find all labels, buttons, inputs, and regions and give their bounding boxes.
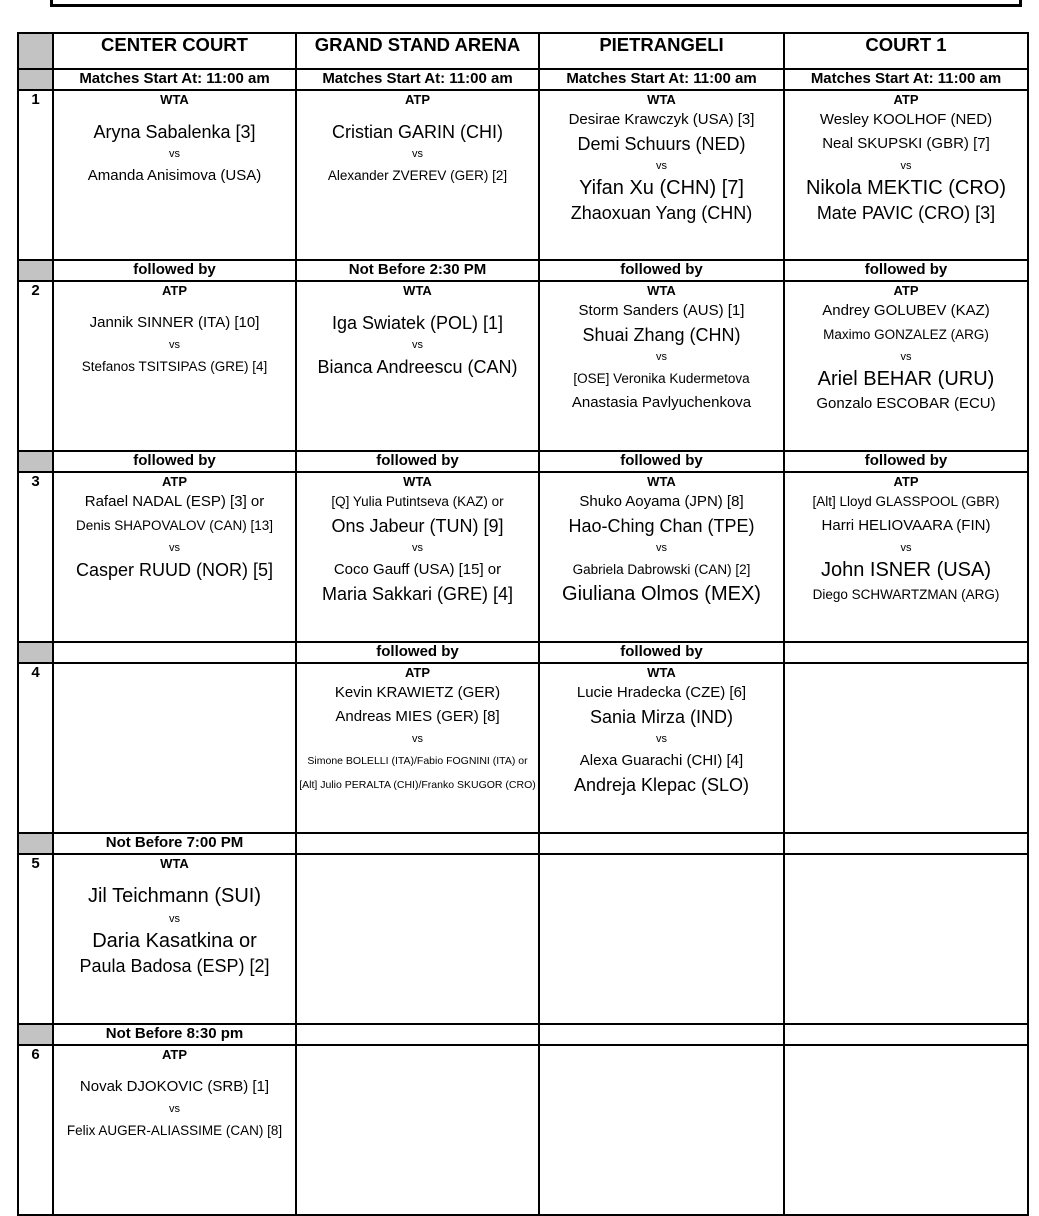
session-note: followed by [539,642,784,663]
court-header-row [18,33,1028,69]
vs-label: vs [169,913,180,925]
session-note: followed by [53,451,296,472]
followed-by-row [18,451,1028,472]
player-name: Rafael NADAL (ESP) [3] or [84,493,265,510]
player-name: John ISNER (USA) [820,559,992,581]
tour-label: ATP [893,92,919,107]
court-header: COURT 1 [784,33,1028,69]
session-note [784,1024,1028,1045]
match-cell [296,472,539,642]
spacer [297,299,538,311]
match-number: 5 [18,854,53,1024]
match-cell [784,854,1028,1024]
match-cell [296,663,539,833]
session-note [296,1024,539,1045]
match-cell [296,281,539,451]
match-cell [784,472,1028,642]
player-name: Daria Kasatkina or [92,930,257,952]
vs-label: vs [412,339,423,351]
session-note: Not Before 8:30 pm [53,1024,296,1045]
match-cell [53,281,296,451]
row-marker [18,833,53,854]
tour-label: WTA [403,283,432,298]
player-name: Denis SHAPOVALOV (CAN) [13] [75,518,274,533]
spacer [54,299,295,311]
vs-label: vs [656,351,667,363]
vs-label: vs [412,733,423,745]
court-header: CENTER COURT [53,33,296,69]
session-note [539,833,784,854]
player-name: Andrey GOLUBEV (KAZ) [822,302,990,319]
player-name: Novak DJOKOVIC (SRB) [1] [79,1078,270,1095]
tour-label: ATP [161,474,188,489]
session-note: Not Before 7:00 PM [53,833,296,854]
player-name: Gabriela Dabrowski (CAN) [2] [572,562,751,577]
vs-label: vs [412,542,423,554]
player-name: [Q] Yulia Putintseva (KAZ) or [331,494,504,509]
followed-by-row [18,260,1028,281]
tour-label: WTA [647,665,676,680]
player-name: Bianca Andreescu (CAN) [317,357,518,377]
player-name: Paula Badosa (ESP) [2] [79,956,270,976]
player-name: Felix AUGER-ALIASSIME (CAN) [8] [66,1123,283,1138]
session-note [784,833,1028,854]
player-name: Neal SKUPSKI (GBR) [7] [822,135,990,152]
match-cell [296,854,539,1024]
tour-label: WTA [647,283,676,298]
player-name: Maria Sakkari (GRE) [4] [321,584,514,604]
spacer [54,872,295,884]
player-name: [OSE] Veronika Kudermetova [573,371,750,386]
spacer [54,1063,295,1075]
row-marker [18,1024,53,1045]
vs-label: vs [656,542,667,554]
match-cell [539,472,784,642]
tour-label: ATP [161,283,188,298]
player-name: Alexa Guarachi (CHI) [4] [579,752,744,769]
row-marker [18,69,53,90]
match-row [18,90,1028,260]
match-cell [539,90,784,260]
match-cell [53,90,296,260]
match-cell [784,281,1028,451]
match-number: 1 [18,90,53,260]
start-time-row [18,69,1028,90]
court-header: GRAND STAND ARENA [296,33,539,69]
player-name: Wesley KOOLHOF (NED) [819,111,993,128]
start-time-note: Matches Start At: 11:00 am [539,69,784,90]
match-cell [539,663,784,833]
player-name: Ons Jabeur (TUN) [9] [331,516,504,536]
tour-label: WTA [647,92,676,107]
corner-cell [18,33,53,69]
vs-label: vs [169,542,180,554]
tour-label: ATP [404,92,431,107]
player-name: Coco Gauff (USA) [15] or [333,561,502,578]
court-header: PIETRANGELI [539,33,784,69]
start-time-note: Matches Start At: 11:00 am [296,69,539,90]
title-banner [50,0,1022,7]
match-cell [53,854,296,1024]
player-name: Maximo GONZALEZ (ARG) [823,327,989,342]
session-note: followed by [784,260,1028,281]
tour-label: ATP [404,665,431,680]
match-cell [784,90,1028,260]
session-note [53,642,296,663]
player-name: Zhaoxuan Yang (CHN) [570,203,753,223]
row-marker [18,451,53,472]
row-marker [18,260,53,281]
player-name: Mate PAVIC (CRO) [3] [816,203,996,223]
match-cell [53,1045,296,1215]
player-name: [Alt] Julio PERALTA (CHI)/Franko SKUGOR (CRO) [299,779,536,791]
vs-label: vs [900,542,912,554]
player-name: Yifan Xu (CHN) [7] [579,177,744,199]
player-name: Hao-Ching Chan (TPE) [568,516,755,536]
player-name: [Alt] Lloyd GLASSPOOL (GBR) [812,494,1000,509]
followed-by-row [18,642,1028,663]
player-name: Jannik SINNER (ITA) [10] [89,314,260,331]
session-note: followed by [296,451,539,472]
session-note [539,1024,784,1045]
spacer [54,108,295,120]
vs-label: vs [656,733,667,745]
vs-label: vs [656,160,667,172]
start-time-note: Matches Start At: 11:00 am [784,69,1028,90]
player-name: Nikola MEKTIC (CRO) [805,177,1006,199]
player-name: Stefanos TSITSIPAS (GRE) [4] [81,359,268,374]
tour-label: ATP [893,474,919,489]
player-name: Aryna Sabalenka [3] [93,122,256,142]
match-number: 2 [18,281,53,451]
session-note [784,642,1028,663]
player-name: Amanda Anisimova (USA) [87,167,262,184]
vs-label: vs [412,148,423,160]
match-cell [296,1045,539,1215]
tour-label: WTA [160,856,189,871]
player-name: Desirae Krawczyk (USA) [3] [568,111,755,128]
tour-label: WTA [160,92,189,107]
player-name: Lucie Hradecka (CZE) [6] [576,684,747,701]
tour-label: WTA [647,474,676,489]
player-name: Iga Swiatek (POL) [1] [331,313,504,333]
player-name: Sania Mirza (IND) [589,707,734,727]
vs-label: vs [900,351,912,363]
player-name: Storm Sanders (AUS) [1] [578,302,745,319]
vs-label: vs [900,160,912,172]
start-time-note: Matches Start At: 11:00 am [53,69,296,90]
vs-label: vs [169,148,180,160]
match-row [18,1045,1028,1215]
session-note: Not Before 2:30 PM [296,260,539,281]
tour-label: ATP [893,283,919,298]
match-cell [539,1045,784,1215]
player-name: Diego SCHWARTZMAN (ARG) [812,587,1000,602]
match-row [18,472,1028,642]
match-cell [296,90,539,260]
player-name: Cristian GARIN (CHI) [331,122,503,142]
vs-label: vs [169,1103,180,1115]
session-note: followed by [784,451,1028,472]
player-name: Anastasia Pavlyuchenkova [571,394,752,411]
match-cell [53,472,296,642]
match-cell [784,663,1028,833]
session-note: followed by [296,642,539,663]
match-row [18,663,1028,833]
match-cell [784,1045,1028,1215]
player-name: Ariel BEHAR (URU) [817,368,995,390]
player-name: Kevin KRAWIETZ (GER) [334,684,501,701]
session-note: followed by [539,260,784,281]
player-name: Andreas MIES (GER) [8] [335,708,500,725]
vs-label: vs [169,339,180,351]
player-name: Simone BOLELLI (ITA)/Fabio FOGNINI (ITA) or [307,755,528,767]
match-cell [53,663,296,833]
player-name: Gonzalo ESCOBAR (ECU) [816,395,996,412]
tour-label: WTA [403,474,432,489]
player-name: Shuai Zhang (CHN) [582,325,741,345]
match-number: 3 [18,472,53,642]
spacer [297,108,538,120]
match-cell [539,854,784,1024]
session-note: followed by [53,260,296,281]
row-marker [18,642,53,663]
session-note [296,833,539,854]
tour-label: ATP [161,1047,188,1062]
player-name: Giuliana Olmos (MEX) [562,583,761,605]
player-name: Shuko Aoyama (JPN) [8] [579,493,744,510]
player-name: Harri HELIOVAARA (FIN) [821,517,991,534]
match-cell [539,281,784,451]
match-number: 4 [18,663,53,833]
match-number: 6 [18,1045,53,1215]
followed-by-row [18,833,1028,854]
player-name: Jil Teichmann (SUI) [87,885,262,907]
followed-by-row [18,1024,1028,1045]
player-name: Andreja Klepac (SLO) [573,775,750,795]
player-name: Alexander ZVEREV (GER) [2] [327,168,508,183]
match-row [18,854,1028,1024]
player-name: Casper RUUD (NOR) [5] [75,560,274,580]
player-name: Demi Schuurs (NED) [577,134,746,154]
session-note: followed by [539,451,784,472]
match-row [18,281,1028,451]
order-of-play-table [17,32,1029,1216]
